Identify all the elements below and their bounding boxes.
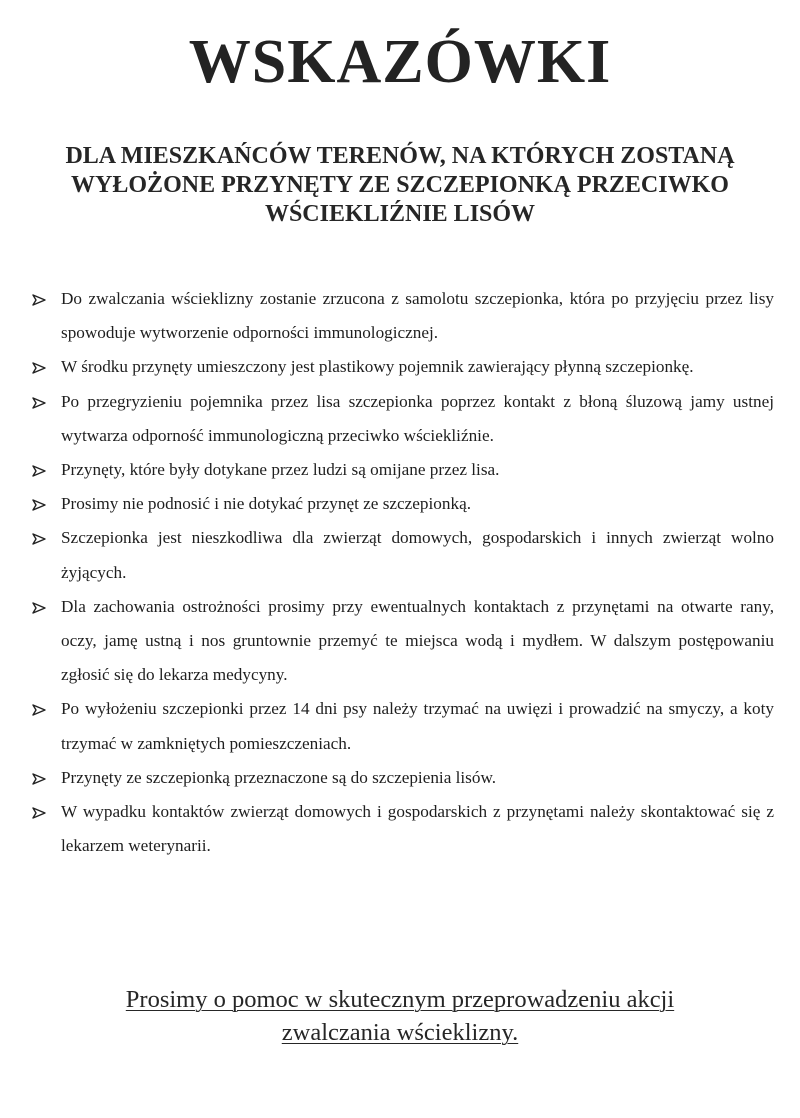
guideline-item xyxy=(32,692,774,760)
closing-appeal xyxy=(40,983,760,1049)
guideline-text: Przynęty, które były dotykane przez ludzi są omijane przez lisa. xyxy=(61,460,500,480)
arrowhead-bullet-icon xyxy=(32,385,52,419)
guideline-item xyxy=(32,590,774,693)
arrowhead-bullet-icon xyxy=(32,795,52,829)
subtitle-line: DLA MIESZKAŃCÓW TERENÓW, NA KTÓRYCH ZOSTANĄ xyxy=(65,143,735,169)
guideline-item xyxy=(32,521,774,589)
guideline-item xyxy=(32,350,774,384)
guideline-item xyxy=(32,761,774,795)
arrowhead-bullet-icon xyxy=(32,282,52,316)
arrowhead-bullet-icon xyxy=(32,453,52,487)
guidelines-list xyxy=(32,282,774,863)
guideline-item xyxy=(32,487,774,521)
guideline-item xyxy=(32,795,774,863)
arrowhead-bullet-icon xyxy=(32,521,52,555)
closing-appeal-text: zwalczania wścieklizny. xyxy=(281,1019,519,1046)
guideline-item xyxy=(32,385,774,453)
guideline-text: Po przegryzieniu pojemnika przez lisa szczepionka poprzez kontakt z błoną śluzową jamy ustnej wytwarza odporność immunologiczną przeciwko wściekliźnie. xyxy=(61,391,774,445)
arrowhead-bullet-icon xyxy=(32,487,52,521)
subtitle-line: WYŁOŻONE PRZYNĘTY ZE SZCZEPIONKĄ PRZECIWKO xyxy=(71,172,729,198)
guideline-text: Po wyłożeniu szczepionki przez 14 dni psy należy trzymać na uwięzi i prowadzić na smyczy, a koty trzymać w zamkniętych pomieszczeniach. xyxy=(61,699,774,753)
closing-appeal-line xyxy=(40,1016,760,1049)
page-title: WSKAZÓWKI xyxy=(188,28,612,96)
guideline-text: Dla zachowania ostrożności prosimy przy ewentualnych kontaktach z przynętami na otwarte rany, oczy, jamę ustną i nos gruntownie przemyć te miejsca wodą i mydłem. W dalszym postępowaniu zgłosić się do lekarza medycyny. xyxy=(61,596,774,685)
guideline-text: W wypadku kontaktów zwierząt domowych i gospodarskich z przynętami należy skontaktować się z lekarzem weterynarii. xyxy=(61,802,774,856)
arrowhead-bullet-icon xyxy=(32,590,52,624)
guideline-text: Szczepionka jest nieszkodliwa dla zwierząt domowych, gospodarskich i innych zwierząt wolno żyjących. xyxy=(61,528,774,582)
arrowhead-bullet-icon xyxy=(32,692,52,726)
guideline-item xyxy=(32,282,774,350)
closing-appeal-line xyxy=(40,983,760,1016)
guideline-text: Prosimy nie podnosić i nie dotykać przynęt ze szczepionką. xyxy=(61,494,471,514)
page-subtitle xyxy=(40,142,760,229)
arrowhead-bullet-icon xyxy=(32,761,52,795)
guideline-text: Do zwalczania wścieklizny zostanie zrzucona z samolotu szczepionka, która po przyjęciu przez lisy spowoduje wytworzenie odporności immunologicznej. xyxy=(61,289,774,343)
closing-appeal-text: Prosimy o pomoc w skutecznym przeprowadzeniu akcji xyxy=(125,986,675,1013)
subtitle-line: WŚCIEKLIŹNIE LISÓW xyxy=(264,201,536,227)
guideline-text: Przynęty ze szczepionką przeznaczone są do szczepienia lisów. xyxy=(61,767,497,787)
arrowhead-bullet-icon xyxy=(32,350,52,384)
guideline-text: W środku przynęty umieszczony jest plastikowy pojemnik zawierający płynną szczepionkę. xyxy=(61,357,694,377)
guideline-item xyxy=(32,453,774,487)
